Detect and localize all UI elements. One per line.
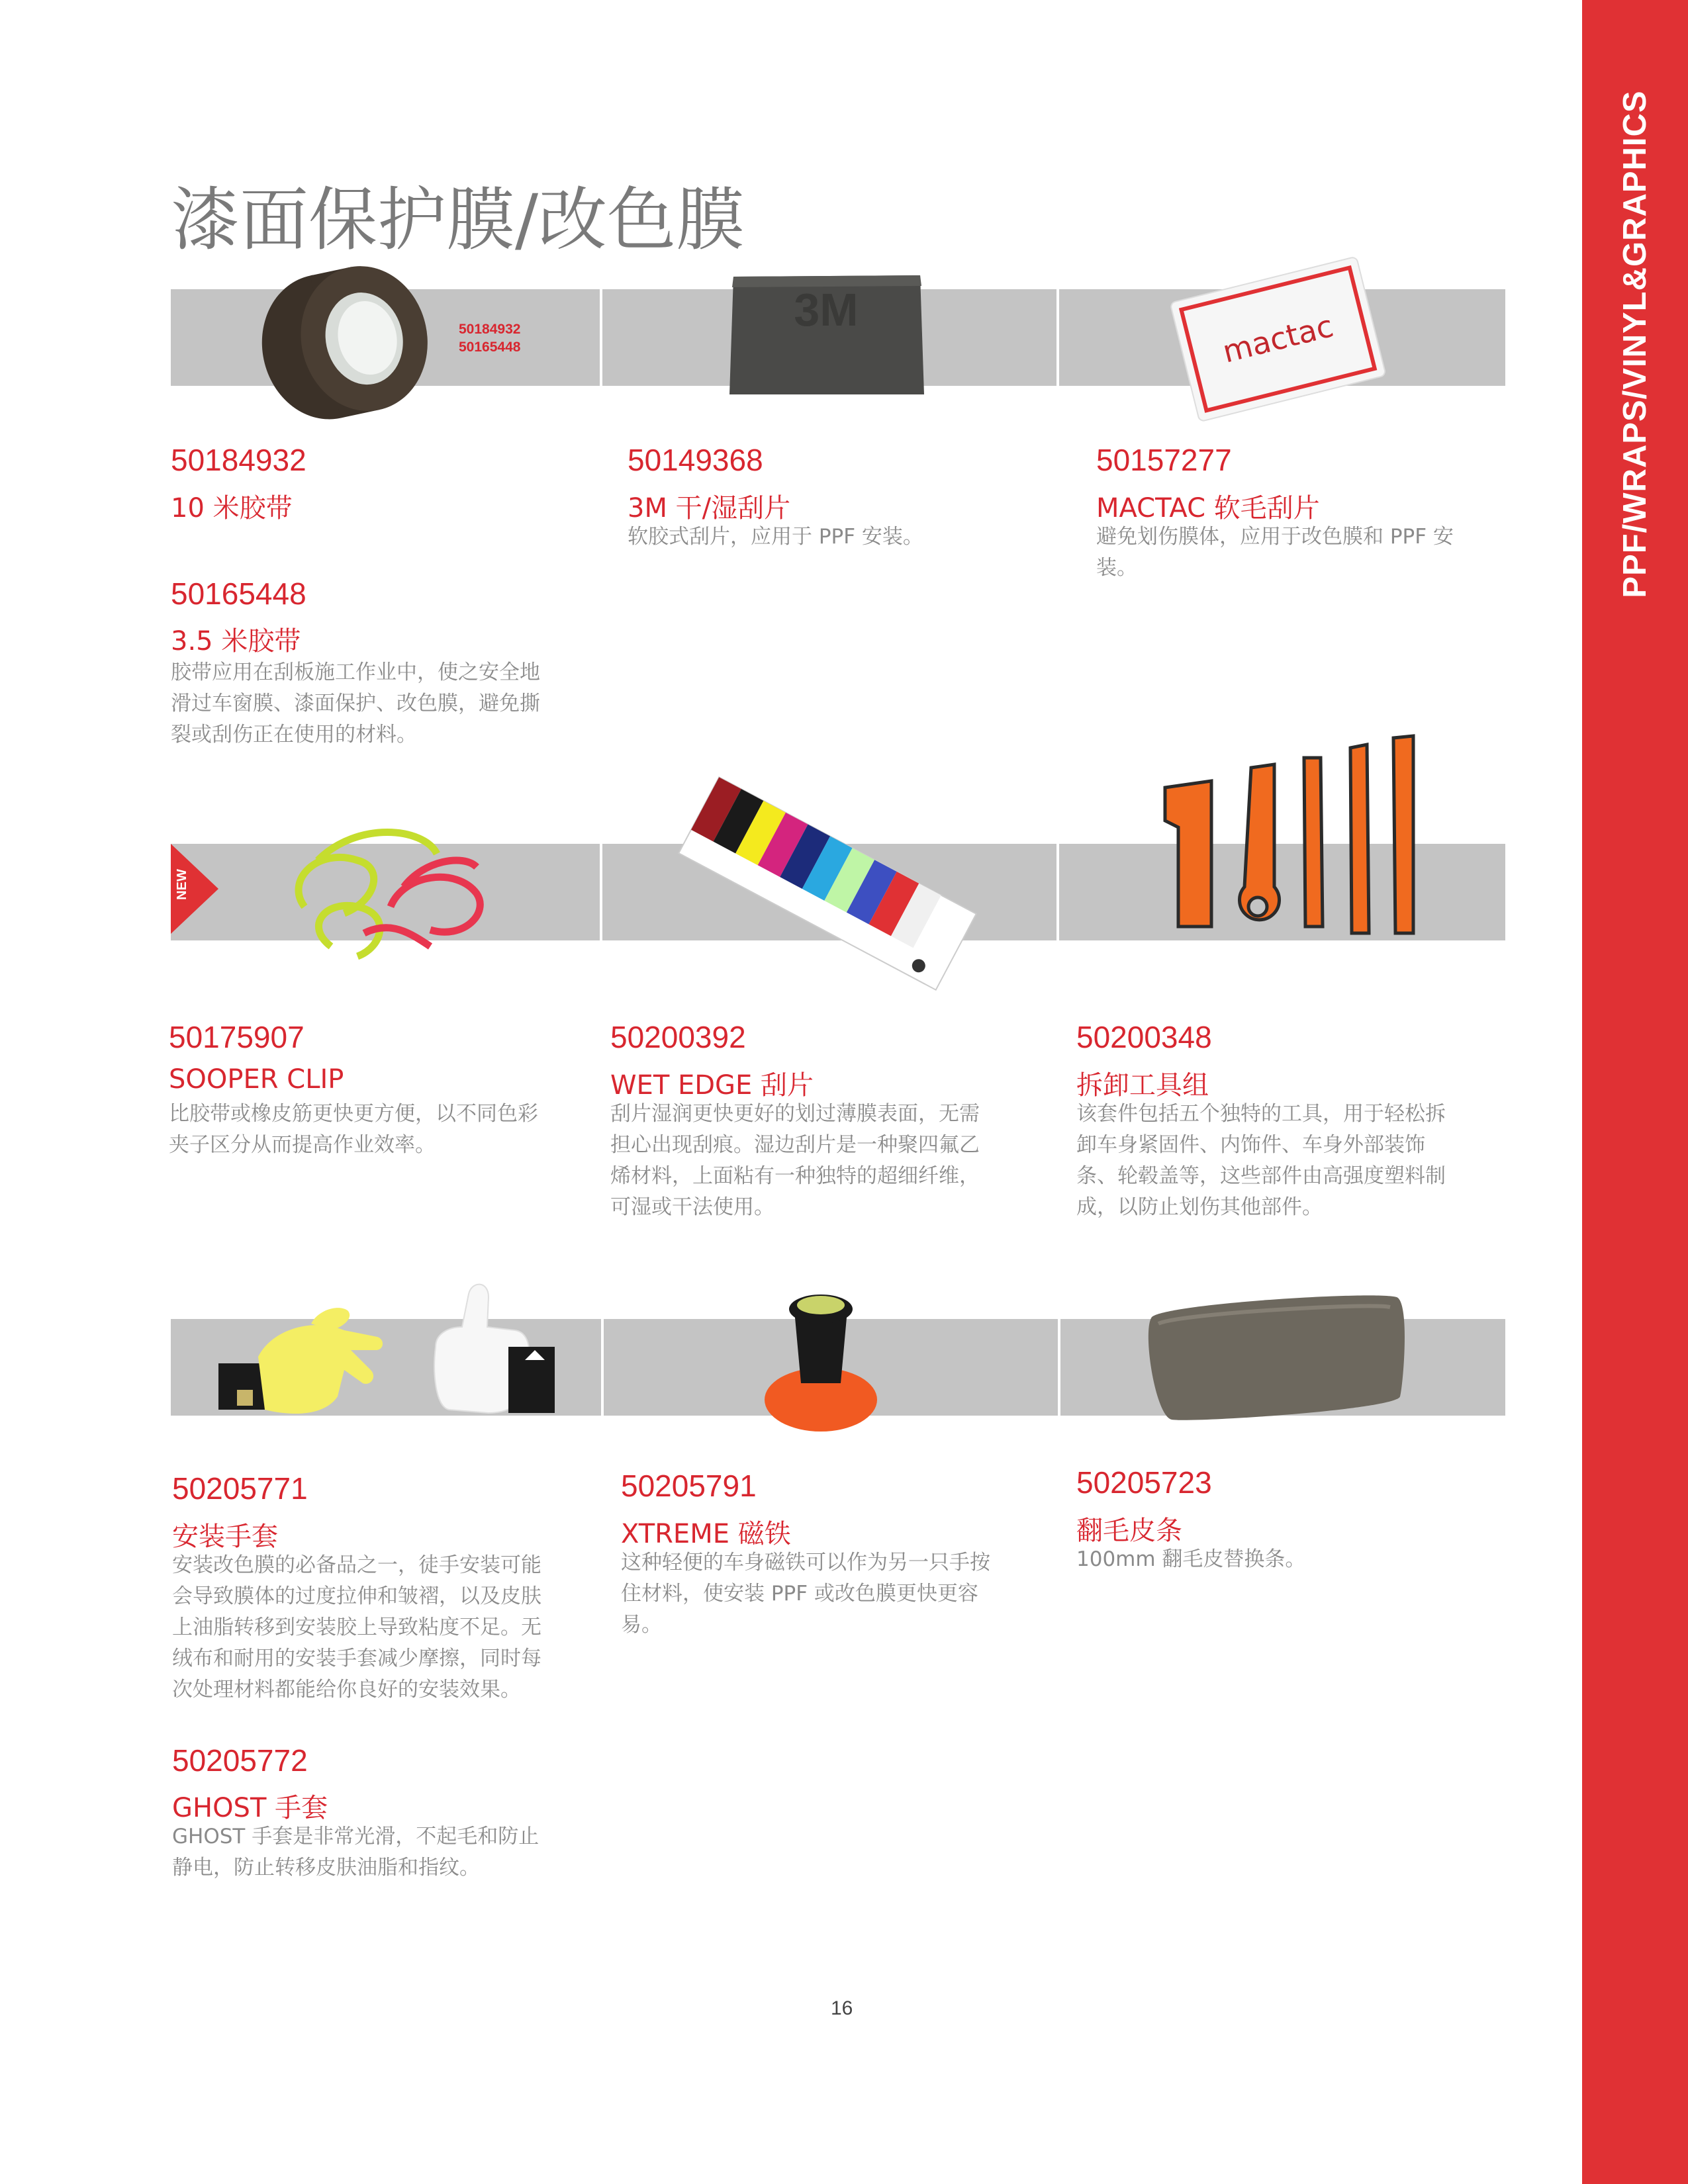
page-number: 16 bbox=[831, 1997, 853, 2019]
product-code: 50200348 bbox=[1076, 1020, 1212, 1054]
product-description: 这种轻便的车身磁铁可以作为另一只手按 住材料，使安装 PPF 或改色膜更快更容 易。 bbox=[621, 1551, 990, 1637]
removal-tool-kit-image bbox=[1158, 728, 1436, 946]
product-code: 50157277 bbox=[1096, 443, 1232, 477]
mactac-logo: mactac bbox=[1219, 308, 1337, 370]
product-code: 50200392 bbox=[610, 1020, 746, 1054]
mactac-squeegee-image bbox=[1168, 251, 1387, 424]
tape-roll-image bbox=[245, 251, 430, 430]
product-description: 避免划伤膜体，应用于改色膜和 PPF 安 装。 bbox=[1096, 525, 1454, 580]
xtreme-magnet-image bbox=[761, 1284, 880, 1436]
product-name: WET EDGE 刮片 bbox=[610, 1070, 814, 1101]
product-code: 50165448 bbox=[171, 576, 306, 611]
tape-image-labels: 50184932 50165448 bbox=[459, 322, 521, 355]
product-name: XTREME 磁铁 bbox=[621, 1519, 791, 1549]
product-name: SOOPER CLIP bbox=[169, 1064, 344, 1095]
product-code: 50175907 bbox=[169, 1020, 305, 1054]
category-sidebar-label: PPF/WRAPS/VINYL&GRAPHICS bbox=[1617, 90, 1653, 598]
product-name: 翻毛皮条 bbox=[1076, 1516, 1182, 1546]
product-description: 该套件包括五个独特的工具，用于轻松拆 卸车身紧固件、内饰件、车身外部装饰 条、轮毂盖等，这些部件由高强度塑料制 成，以防止划伤其他部件。 bbox=[1076, 1102, 1446, 1219]
product-name: 10 米胶带 bbox=[171, 493, 293, 523]
svg-text:3M: 3M bbox=[794, 284, 859, 336]
product-name: 3.5 米胶带 bbox=[171, 626, 301, 657]
product-name: MACTAC 软毛刮片 bbox=[1096, 493, 1320, 523]
product-code: 50149368 bbox=[628, 443, 763, 477]
product-code: 50205771 bbox=[172, 1471, 308, 1506]
product-description: 软胶式刮片，应用于 PPF 安装。 bbox=[628, 525, 923, 549]
product-description: 胶带应用在刮板施工作业中，使之安全地 滑过车窗膜、漆面保护、改色膜，避免撕 裂或刮伤正在使用的材料。 bbox=[171, 660, 540, 747]
suede-strip-image bbox=[1139, 1284, 1417, 1436]
product-description: 安装改色膜的必备品之一，徒手安装可能 会导致膜体的过度拉伸和皱褶，以及皮肤 上油脂转移到安装胶上导致粘度不足。无 绒布和耐用的安装手套减少摩擦，同时每 次处理材料都能给你良好的安装效果。 bbox=[172, 1553, 541, 1702]
product-code: 50184932 bbox=[171, 443, 306, 477]
sooper-clip-image bbox=[278, 821, 496, 966]
ghost-glove-image bbox=[416, 1274, 561, 1433]
product-description: 比胶带或橡皮筋更快更方便，以不同色彩 夹子区分从而提高作业效率。 bbox=[169, 1102, 538, 1157]
wet-edge-squeegee-image bbox=[669, 761, 986, 1006]
installer-glove-image bbox=[212, 1291, 391, 1436]
product-name: 安装手套 bbox=[172, 1522, 278, 1552]
product-description: GHOST 手套是非常光滑，不起毛和防止 静电，防止转移皮肤油脂和指纹。 bbox=[172, 1825, 539, 1880]
page-title: 漆面保护膜/改色膜 bbox=[171, 179, 745, 260]
product-description: 100mm 翻毛皮替换条。 bbox=[1076, 1547, 1306, 1571]
new-badge-label: NEW bbox=[174, 869, 189, 900]
product-code: 50205791 bbox=[621, 1469, 757, 1503]
product-name: GHOST 手套 bbox=[172, 1793, 328, 1823]
product-name: 3M 干/湿刮片 bbox=[628, 493, 791, 523]
product-description: 刮片湿润更快更好的划过薄膜表面，无需 担心出现刮痕。湿边刮片是一种聚四氟乙 烯材料，上面粘有一种独特的超细纤维， 可湿或干法使用。 bbox=[610, 1102, 980, 1219]
product-code: 50205772 bbox=[172, 1743, 308, 1778]
product-code: 50205723 bbox=[1076, 1465, 1212, 1500]
3m-squeegee-image bbox=[728, 273, 927, 398]
product-name: 拆卸工具组 bbox=[1076, 1070, 1209, 1101]
